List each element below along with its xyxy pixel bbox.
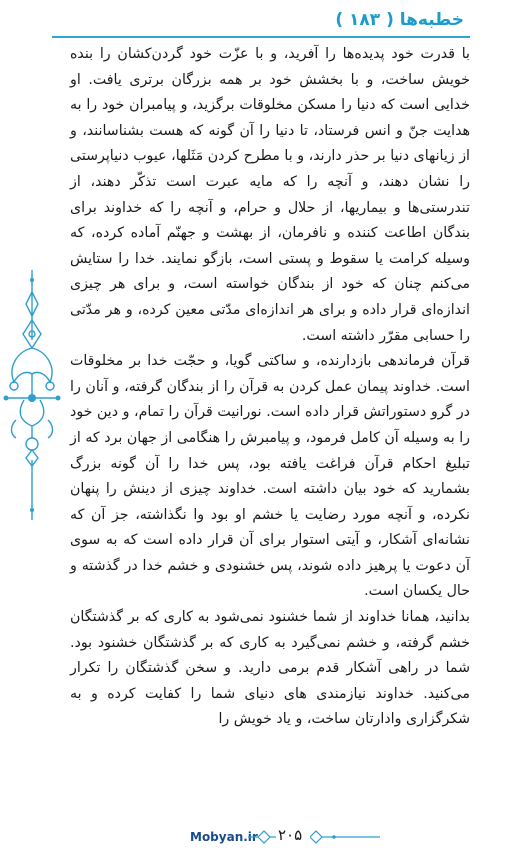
header-rule: [52, 36, 470, 38]
footer-flourish-left-icon: [248, 829, 276, 845]
page-footer: [0, 825, 520, 855]
paragraph-1: با قدرت خود پدیده‌ها را آفرید، و با عزّت خود گردن‌کشان را بنده خویش ساخت، و با بخشش خود بر همه بزرگان برتری یافت. او خدایی است که دنیا را مسکن مخلوقات برگزید، و پیامبران خود را به هدایت جنّ و انس فرستاد، تا دنیا را آن گونه که هست بشناسانند، و از زیانهای دنیا بر حذر دارند، و با مطرح کردن مَثَلها، عیوب دنیاپرستی را نشان دهند، و آنچه را که مایه عبرت است تذکّر دهند، از تندرستی‌ها و بیماریها، از حلال و حرام، و آنچه را که خداوند برای بندگان اطاعت کننده و نافرمان، از بهشت و جهنّم آماده کرده، که وسیله کرامت یا سقوط و پستی است، بازگو نمایند. خدا را ستایش می‌کنم چنان که خود از بندگان خواسته است، و برای هر چیزی اندازه‌ای قرار داده و برای هر اندازه‌ای مدّتی معین کرده، و هر مدّتی را حسابی مقرّر داشته است.: [70, 46, 470, 344]
page-number: ۲۰۵: [278, 826, 303, 844]
page-header: [0, 0, 520, 40]
paragraph-3: بدانید، همانا خداوند از شما خشنود نمی‌شود به کاری که بر گذشتگان خشم گرفته، و خشم نمی‌گیرد به کاری که بر گذشتگان خشنود بود. شما در راهی آشکار قدم برمی دارید. و سخن گذشتگان را تکرار می‌کنید. خداوند نیازمندی های دنیای شما را کفایت کرده و به شکرگزاری وادارتان ساخت، و یاد خویش را: [70, 609, 470, 728]
paragraph-2: قرآن فرماندهی بازدارنده، و ساکتی گویا، و حجّت خدا بر مخلوقات است. خداوند پیمان عمل کردن به قرآن را از بندگان گرفته، و آنان را در گرو دستوراتش قرار داده است. نورانیت قرآن را تمام، و دین خود را به وسیله آن کامل فرمود، و پیامبرش را هنگامی از جهان برد که از تبلیغ احکام قرآن فراغت یافته بود، پس خدا را آن گونه بزرگ بشمارید که خود بیان داشته است. خداوند چیزی از دینش را پنهان نکرده، و آنچه مورد رضایت یا خشم او بود وا نگذاشته، جز آن که نشانه‌ای آشکار، و آیتی استوار برای آن قرار داده است که به سوی آن دعوت یا پرهیز داده شوند، پس خشنودی و خشم خدا در گذشته و حال یکسان است.: [70, 353, 470, 600]
chapter-title: خطبه‌ها ( ۱۸۳ ): [335, 10, 464, 30]
floral-ornament-icon: [2, 270, 62, 520]
site-watermark: Mobyan.ir: [190, 830, 258, 844]
main-text: [70, 42, 470, 733]
footer-flourish-right-icon: [310, 829, 380, 845]
